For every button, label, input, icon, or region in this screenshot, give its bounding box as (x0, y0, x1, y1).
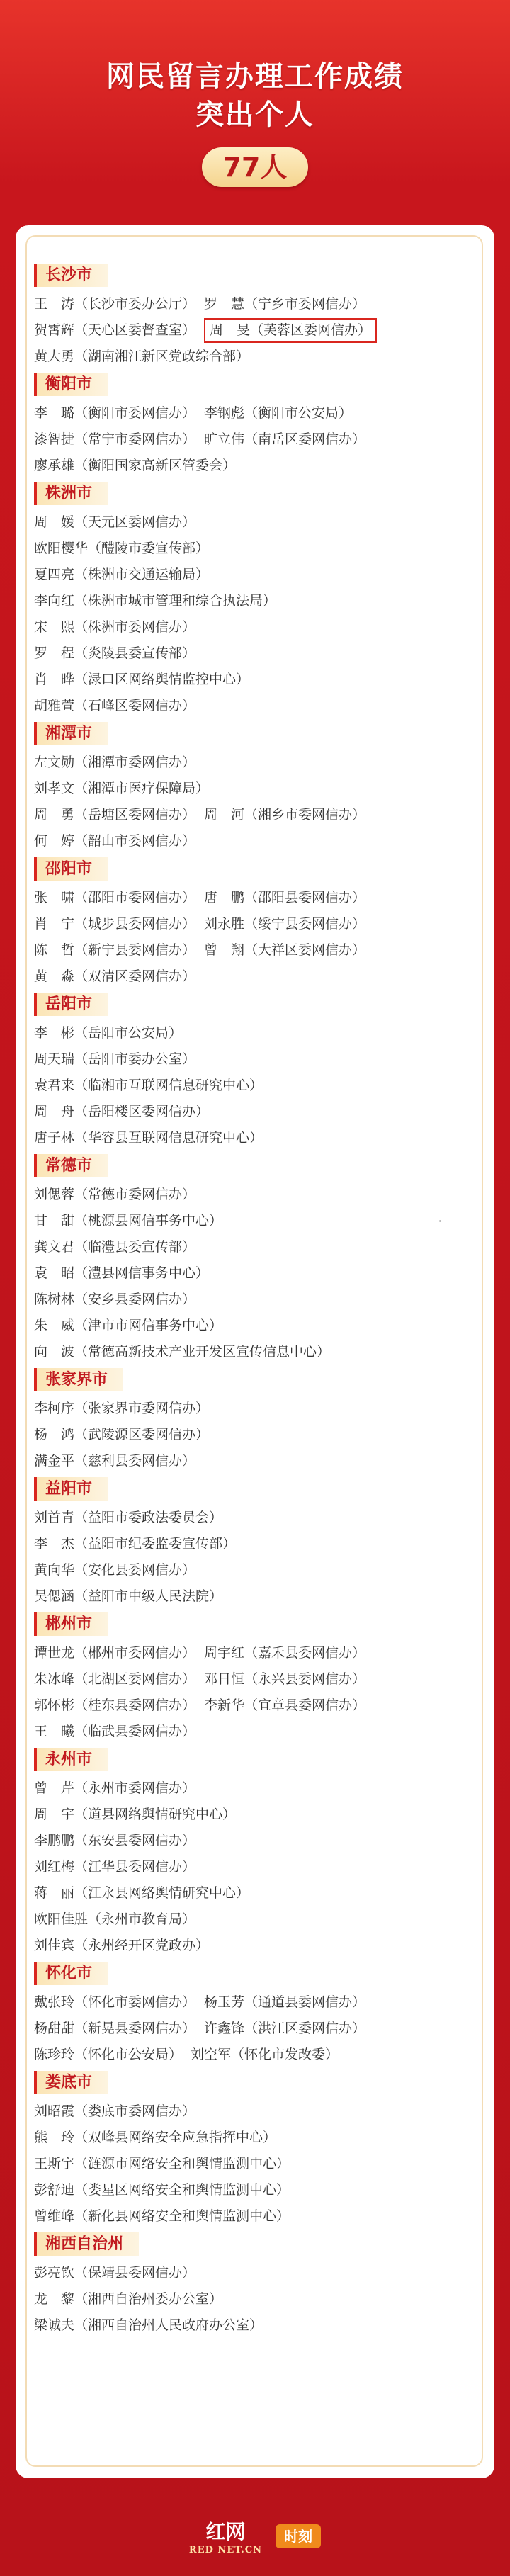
person-entry: 蒋 丽（江永县网络舆情研究中心） (34, 1885, 250, 1901)
name-row (34, 1125, 480, 1151)
name-row (34, 1208, 480, 1234)
person-entry: 李向红（株洲市城市管理和综合执法局） (34, 593, 277, 609)
person-entry: 杨玉芳（通道县委网信办） (204, 1994, 366, 2010)
person-entry: 漆智捷（常宁市委网信办） (34, 431, 196, 447)
page-title-line-1: 网民留言办理工作成绩 (106, 60, 404, 93)
name-row (34, 536, 480, 562)
person-entry: 邓日恒（永兴县委网信办） (204, 1671, 366, 1687)
region-section (34, 482, 480, 719)
rednet-logo (189, 2516, 262, 2555)
person-entry: 戴张玲（怀化市委网信办） (34, 1994, 196, 2010)
name-row (34, 1666, 480, 1693)
shike-badge: 时刻 (276, 2524, 321, 2548)
person-entry: 龚文君（临澧县委宣传部） (34, 1239, 196, 1255)
person-entry: 欧阳佳胜（永州市教育局） (34, 1911, 196, 1927)
person-entry: 唐 鹏（邵阳县委网信办） (204, 890, 366, 905)
person-entry: 刘红梅（江华县委网信办） (34, 1859, 196, 1875)
name-row (34, 776, 480, 802)
person-entry: 袁君来（临湘市互联网信息研究中心） (34, 1078, 264, 1093)
name-row (34, 885, 480, 911)
footer-logo (0, 2516, 510, 2555)
person-entry: 李钢彪（衡阳市公安局） (204, 405, 353, 421)
name-row (34, 1583, 480, 1610)
person-entry: 龙 黎（湘西自治州委办公室） (34, 2291, 223, 2307)
person-entry: 甘 甜（桃源县网信事务中心） (34, 1213, 223, 1228)
name-row (34, 400, 480, 426)
region-section (34, 1748, 480, 1959)
name-row (34, 1099, 480, 1125)
name-row (34, 2151, 480, 2177)
region-section (34, 1612, 480, 1745)
person-entry: 李新华（宜章县委网信办） (204, 1697, 366, 1713)
name-row (34, 588, 480, 614)
person-entry: 黄向华（安化县委网信办） (34, 1562, 196, 1578)
person-entry: 李 彬（岳阳市公安局） (34, 1025, 183, 1041)
name-row (34, 911, 480, 937)
person-entry: 满金平（慈利县委网信办） (34, 1453, 196, 1469)
logo-main-text: 红网 (205, 2520, 246, 2543)
name-row (34, 1260, 480, 1287)
person-entry: 刘永胜（绥宁县委网信办） (204, 916, 366, 932)
name-row (34, 750, 480, 776)
name-row (34, 1396, 480, 1422)
name-row (34, 693, 480, 719)
name-row (34, 1693, 480, 1719)
person-entry: 宋 熙（株洲市委网信办） (34, 619, 196, 635)
person-entry: 许鑫锋（洪江区委网信办） (204, 2021, 366, 2036)
person-entry: 曾 芹（永州市委网信办） (34, 1780, 196, 1796)
person-entry: 彭亮钦（保靖县委网信办） (34, 2265, 196, 2281)
person-entry: 王 涛（长沙市委办公厅） (34, 296, 196, 312)
region-label: 衡阳市 (34, 373, 108, 396)
name-row (34, 1046, 480, 1073)
region-label: 常德市 (34, 1154, 108, 1177)
region-section (34, 857, 480, 990)
person-entry: 向 波（常德高新技术产业开发区宣传信息中心） (34, 1344, 331, 1360)
person-entry: 刘昭霞（娄底市委网信办） (34, 2103, 196, 2119)
name-row (34, 1313, 480, 1339)
person-entry: 唐子林（华容县互联网信息研究中心） (34, 1130, 264, 1146)
person-entry: 周宇红（嘉禾县委网信办） (204, 1645, 366, 1661)
name-row (34, 1989, 480, 2016)
name-row (34, 1531, 480, 1557)
name-row (34, 1933, 480, 1959)
person-entry: 左文勋（湘潭市委网信办） (34, 755, 196, 770)
region-label: 益阳市 (34, 1477, 108, 1501)
name-row (34, 1339, 480, 1365)
count-badge: 77人 (202, 147, 308, 187)
person-entry: 周 舟（岳阳楼区委网信办） (34, 1104, 210, 1119)
name-row (34, 2042, 480, 2068)
region-label: 娄底市 (34, 2071, 108, 2094)
region-label: 张家界市 (34, 1368, 123, 1391)
region-section (34, 1962, 480, 2068)
person-entry: 贺霄辉（天心区委督查室） (34, 322, 196, 338)
name-row (34, 509, 480, 536)
name-row (34, 1854, 480, 1880)
name-row (34, 964, 480, 990)
name-row (34, 2016, 480, 2042)
region-label: 岳阳市 (34, 993, 108, 1016)
person-entry: 肖 宁（城步县委网信办） (34, 916, 196, 932)
person-entry: 朱冰峰（北湖区委网信办） (34, 1671, 196, 1687)
name-row (34, 1287, 480, 1313)
name-row (34, 1557, 480, 1583)
person-entry: 张 啸（邵阳市委网信办） (34, 890, 196, 905)
highlighted-person-entry: 周 旻（芙蓉区委网信办） (204, 318, 377, 343)
region-label: 怀化市 (34, 1962, 108, 1985)
name-row (34, 2312, 480, 2339)
person-entry: 刘孝文（湘潭市医疗保障局） (34, 781, 210, 796)
person-entry: 李柯序（张家界市委网信办） (34, 1401, 210, 1416)
name-row (34, 614, 480, 640)
person-entry: 周 勇（岳塘区委网信办） (34, 807, 196, 823)
region-label: 永州市 (34, 1748, 108, 1771)
region-list (34, 264, 480, 2341)
person-entry: 刘偲蓉（常德市委网信办） (34, 1187, 196, 1202)
region-section (34, 722, 480, 854)
region-section (34, 1368, 480, 1474)
person-entry: 陈 哲（新宁县委网信办） (34, 942, 196, 958)
person-entry: 黄 淼（双清区委网信办） (34, 968, 196, 984)
name-row (34, 640, 480, 667)
person-entry: 李鹏鹏（东安县委网信办） (34, 1833, 196, 1848)
name-row (34, 426, 480, 453)
person-entry: 黄大勇（湖南湘江新区党政综合部） (34, 349, 250, 364)
name-row (34, 2203, 480, 2230)
name-row (34, 828, 480, 854)
page-title-line-2: 突出个人 (196, 98, 314, 131)
name-row (34, 1234, 480, 1260)
name-row (34, 1505, 480, 1531)
name-row (34, 291, 480, 317)
region-label: 郴州市 (34, 1612, 108, 1636)
person-entry: 杨甜甜（新晃县委网信办） (34, 2021, 196, 2036)
region-section (34, 2232, 480, 2339)
name-row (34, 1880, 480, 1906)
region-label: 邵阳市 (34, 857, 108, 881)
person-entry: 杨 鸿（武陵源区委网信办） (34, 1427, 210, 1442)
person-entry: 廖承雄（衡阳国家高新区管委会） (34, 458, 237, 473)
person-entry: 周 宇（道县网络舆情研究中心） (34, 1807, 237, 1822)
name-row (34, 667, 480, 693)
person-entry: 袁 昭（澧县网信事务中心） (34, 1265, 210, 1281)
region-label: 株洲市 (34, 482, 108, 505)
person-entry: 王斯宇（涟源市网络安全和舆情监测中心） (34, 2156, 290, 2171)
person-entry: 熊 玲（双峰县网络安全应急指挥中心） (34, 2130, 277, 2145)
name-row (34, 2125, 480, 2151)
name-row (34, 1020, 480, 1046)
person-entry: 李 杰（益阳市纪委监委宣传部） (34, 1536, 237, 1552)
name-row (34, 1719, 480, 1745)
name-row (34, 1775, 480, 1802)
person-entry: 欧阳樱华（醴陵市委宣传部） (34, 541, 210, 556)
name-row (34, 562, 480, 588)
person-entry: 旷立伟（南岳区委网信办） (204, 431, 366, 447)
person-entry: 吴偲涵（益阳市中级人民法院） (34, 1588, 223, 1604)
name-row (34, 1828, 480, 1854)
name-row (34, 937, 480, 964)
region-section (34, 993, 480, 1151)
name-row (34, 2286, 480, 2312)
stray-dot (439, 1220, 441, 1222)
name-row (34, 1640, 480, 1666)
person-entry: 胡雅萱（石峰区委网信办） (34, 698, 196, 713)
logo-sub-text: RED NET.CN (188, 2545, 262, 2555)
header (0, 0, 510, 205)
person-entry: 夏四亮（株洲市交通运输局） (34, 567, 210, 582)
person-entry: 肖 晔（渌口区网络舆情监控中心） (34, 672, 250, 687)
name-row (34, 1802, 480, 1828)
person-entry: 王 曦（临武县委网信办） (34, 1724, 196, 1739)
region-label: 长沙市 (34, 264, 108, 287)
person-entry: 陈树林（安乡县委网信办） (34, 1292, 196, 1307)
name-row (34, 1073, 480, 1099)
region-section (34, 1154, 480, 1365)
region-label: 湘潭市 (34, 722, 108, 745)
person-entry: 周天瑞（岳阳市委办公室） (34, 1051, 196, 1067)
name-row (34, 2098, 480, 2125)
region-label: 湘西自治州 (34, 2232, 139, 2256)
region-section (34, 2071, 480, 2230)
name-row (34, 453, 480, 479)
person-entry: 刘空军（怀化市发改委） (191, 2047, 339, 2062)
person-entry: 郭怀彬（桂东县委网信办） (34, 1697, 196, 1713)
name-row (34, 317, 480, 344)
person-entry: 刘首青（益阳市委政法委员会） (34, 1510, 223, 1525)
person-entry: 朱 威（津市市网信事务中心） (34, 1318, 223, 1333)
person-entry: 曾维峰（新化县网络安全和舆情监测中心） (34, 2208, 290, 2224)
person-entry: 刘佳宾（永州经开区党政办） (34, 1938, 210, 1953)
person-entry: 梁诚夫（湘西自治州人民政府办公室） (34, 2317, 264, 2333)
region-section (34, 264, 480, 370)
person-entry: 罗 慧（宁乡市委网信办） (204, 296, 366, 312)
person-entry: 周 河（湘乡市委网信办） (204, 807, 366, 823)
person-entry: 周 媛（天元区委网信办） (34, 514, 196, 530)
person-entry: 彭舒迪（娄星区网络安全和舆情监测中心） (34, 2182, 290, 2198)
person-entry: 曾 翔（大祥区委网信办） (204, 942, 366, 958)
name-row (34, 1906, 480, 1933)
name-row (34, 1448, 480, 1474)
person-entry: 李 璐（衡阳市委网信办） (34, 405, 196, 421)
name-row (34, 1182, 480, 1208)
name-row (34, 1422, 480, 1448)
name-row (34, 2177, 480, 2203)
name-row (34, 802, 480, 828)
person-entry: 罗 程（炎陵县委宣传部） (34, 645, 196, 661)
region-section (34, 373, 480, 479)
person-entry: 何 婷（韶山市委网信办） (34, 833, 196, 849)
person-entry: 谭世龙（郴州市委网信办） (34, 1645, 196, 1661)
name-row (34, 344, 480, 370)
person-entry: 陈珍玲（怀化市公安局） (34, 2047, 183, 2062)
name-row (34, 2260, 480, 2286)
region-section (34, 1477, 480, 1610)
